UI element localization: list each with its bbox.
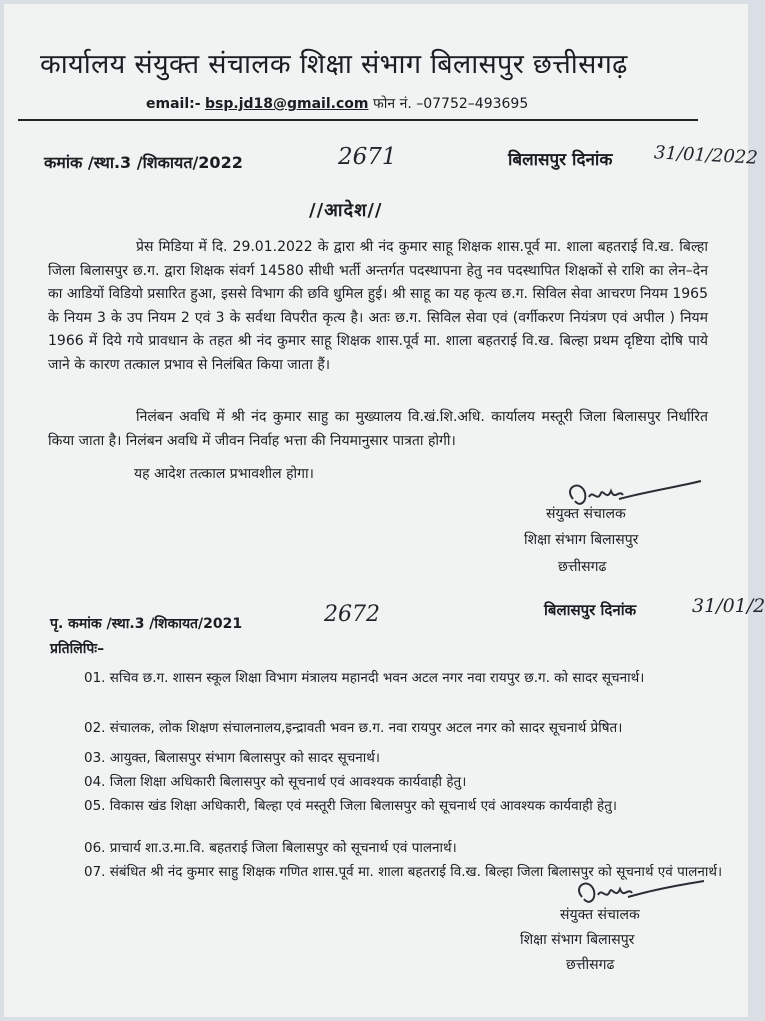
- copy-item-04: 04. जिला शिक्षा अधिकारी बिलासपुर को सूचनार्थ एवं आवश्यक कार्यवाही हेतु।: [84, 774, 467, 790]
- endorsement-number-handwritten: 2672: [324, 602, 380, 627]
- signature-1-office: शिक्षा संभाग बिलासपुर: [524, 532, 639, 548]
- copy-item-01: 01. सचिव छ.ग. शासन स्कूल शिक्षा विभाग मंत्रालय महानदी भवन अटल नगर नवा रायपुर छ.ग. को सादर सूचनार्थ।: [84, 670, 645, 686]
- copy-item-07: 07. संबंधित श्री नंद कुमार साहु शिक्षक गणित शास.पूर्व मा. शाला बहतराई वि.ख. बिल्हा जिला बिलासपुर को सूचनार्थ एवं पालनार्थ।: [84, 864, 723, 880]
- document-page: [4, 4, 765, 1017]
- order-title: //आदेश//: [309, 200, 383, 221]
- office-heading: कार्यालय संयुक्त संचालक शिक्षा संभाग बिलासपुर छत्तीसगढ़: [40, 49, 628, 80]
- order-date-handwritten: 31/01/2022: [653, 142, 759, 169]
- signature-2-office: शिक्षा संभाग बिलासपुर: [520, 932, 635, 948]
- order-paragraph-2: निलंबन अवधि में श्री नंद कुमार साहु का मुख्यालय वि.खं.शि.अधि. कार्यालय मस्तूरी जिला बिलासपुर निर्धारित किया जाता है। निलंबन अवधि में जीवन निर्वाह भत्ता की नियमानुसार पात्रता होगी।: [48, 409, 708, 449]
- endorsement-number-label: पृ. कमांक /स्था.3 /शिकायत/2021: [50, 616, 243, 632]
- endorsement-place-date-label: बिलासपुर दिनांक: [544, 601, 637, 619]
- signature-2-state: छत्तीसगढ: [566, 957, 615, 973]
- email-address: bsp.jd18@gmail.com: [205, 96, 369, 112]
- email-label: email:-: [146, 96, 201, 112]
- order-number-label: कमांक /स्था.3 /शिकायत/2022: [44, 153, 243, 172]
- order-paragraph-1: प्रेस मिडिया में दि. 29.01.2022 के द्वारा श्री नंद कुमार साहू शिक्षक शास.पूर्व मा. शाला बहतराई वि.ख. बिल्हा जिला बिलासपुर छ.ग. द्वारा शिक्षक संवर्ग 14580 सीधी भर्ती अन्तर्गत पदस्थापना हेतु नव पदस्थापित शिक्षकों से राशि का लेन–देन का आडियों विडियो प्रसारित हुआ, इससे विभाग की छवि धुमिल हुई। श्री साहू का यह कृत्य छ.ग. सिविल सेवा आचरण नियम 1965 के नियम 3 के उप नियम 2 एवं 3 के सर्वथा विपरीत कृत्य है। अतः छ.ग. सिविल सेवा एवं (वर्गीकरण नियंत्रण एवं अपील ) नियम 1966 में दिये गये प्रावधान के तहत श्री नंद कुमार साहू शिक्षक शास.पूर्व मा. शाला बहतराई वि.ख. बिल्हा प्रथम दृष्टिया दोषि पाये जाने के कारण तत्काल प्रभाव से निलंबित किया जाता हैं।: [48, 239, 708, 373]
- copy-item-06: 06. प्राचार्य शा.उ.मा.वि. बहतराई जिला बिलासपुर को सूचनार्थ एवं पालनार्थ।: [84, 840, 457, 856]
- header-divider: [18, 119, 698, 121]
- signature-2-designation: संयुक्त संचालक: [560, 907, 640, 923]
- copy-to-label: प्रतिलिपिः–: [50, 641, 105, 657]
- signature-1-state: छत्तीसगढ: [558, 559, 607, 575]
- order-place-date-label: बिलासपुर दिनांक: [508, 150, 613, 170]
- copy-item-02: 02. संचालक, लोक शिक्षण संचालनालय,इन्द्रावती भवन छ.ग. नवा रायपुर अटल नगर को सादर सूचनार्थ प्रेषित।: [84, 720, 623, 736]
- order-number-handwritten: 2671: [338, 144, 397, 170]
- endorsement-date-handwritten: 31/01/2: [692, 595, 765, 617]
- copy-item-03: 03. आयुक्त, बिलासपुर संभाग बिलासपुर को सादर सूचनार्थ।: [84, 750, 381, 766]
- copy-item-05: 05. विकास खंड शिक्षा अधिकारी, बिल्हा एवं मस्तूरी जिला बिलासपुर को सूचनार्थ एवं आवश्यक कार्यवाही हेतु।: [84, 798, 618, 814]
- signature-1-designation: संयुक्त संचालक: [546, 506, 626, 522]
- contact-line: [146, 94, 528, 113]
- phone-number: फोन नं. –07752–493695: [372, 96, 529, 112]
- order-paragraph-3: यह आदेश तत्काल प्रभावशील होगा।: [134, 466, 314, 482]
